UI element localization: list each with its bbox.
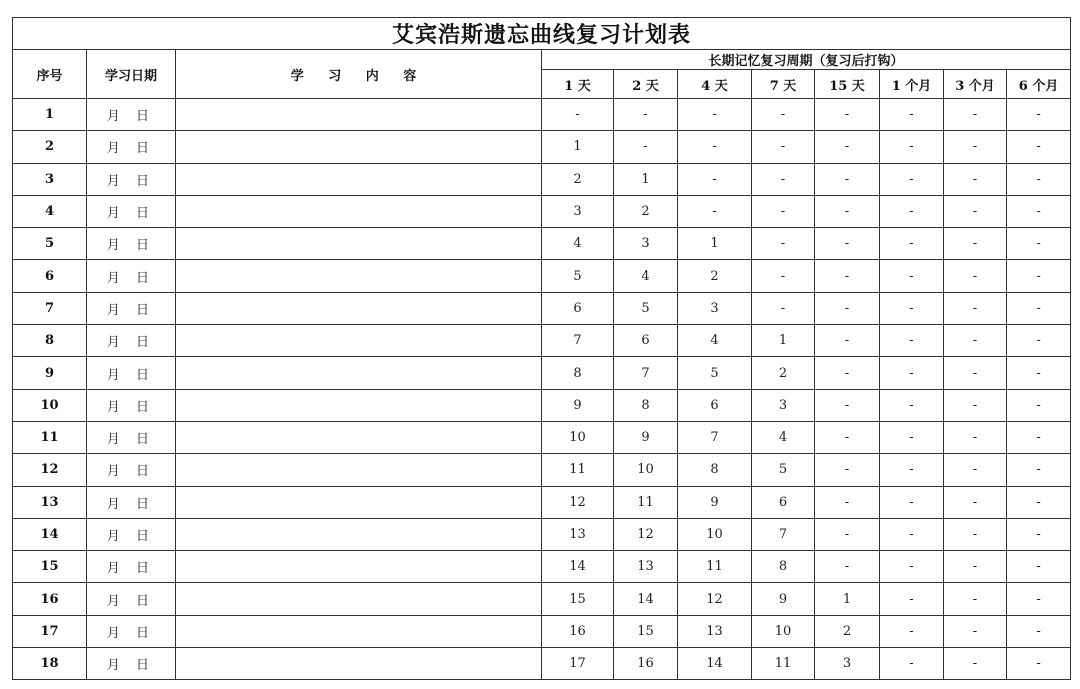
- review-cell[interactable]: -: [815, 325, 880, 357]
- review-cell[interactable]: -: [880, 518, 944, 550]
- header-period: 1 天: [542, 70, 614, 99]
- study-content-cell[interactable]: [176, 648, 542, 680]
- table-row: [13, 325, 1071, 357]
- review-cell[interactable]: 1: [542, 131, 614, 163]
- review-cell[interactable]: 2: [542, 163, 614, 195]
- review-cell[interactable]: -: [880, 325, 944, 357]
- review-cell[interactable]: -: [752, 163, 815, 195]
- study-content-cell[interactable]: [176, 99, 542, 131]
- review-cell[interactable]: 10: [542, 421, 614, 453]
- review-cell[interactable]: 4: [614, 260, 678, 292]
- review-cell[interactable]: -: [944, 454, 1007, 486]
- header-review-group: 长期记忆复习周期（复习后打钩）: [542, 50, 1071, 70]
- review-cell[interactable]: -: [880, 486, 944, 518]
- row-number: 9: [13, 357, 87, 389]
- review-cell[interactable]: -: [614, 131, 678, 163]
- review-cell[interactable]: 13: [542, 518, 614, 550]
- table-row: [13, 99, 1071, 131]
- review-cell[interactable]: -: [944, 99, 1007, 131]
- header-period: 1 个月: [880, 70, 944, 99]
- review-cell[interactable]: -: [1007, 486, 1071, 518]
- review-cell[interactable]: 5: [614, 292, 678, 324]
- review-cell[interactable]: -: [944, 292, 1007, 324]
- row-number: 4: [13, 195, 87, 227]
- row-number: 13: [13, 486, 87, 518]
- study-date-cell[interactable]: 月 日: [87, 648, 176, 680]
- table-row: [13, 486, 1071, 518]
- table-row: [13, 357, 1071, 389]
- study-date-cell[interactable]: 月 日: [87, 325, 176, 357]
- header-date: 学习日期: [87, 50, 176, 99]
- review-cell[interactable]: -: [815, 454, 880, 486]
- review-cell[interactable]: -: [752, 260, 815, 292]
- review-cell[interactable]: -: [944, 615, 1007, 647]
- review-plan-table: [12, 17, 1071, 680]
- study-date-cell[interactable]: 月 日: [87, 357, 176, 389]
- review-cell[interactable]: -: [880, 421, 944, 453]
- review-cell[interactable]: -: [880, 99, 944, 131]
- review-cell[interactable]: 3: [542, 195, 614, 227]
- review-cell[interactable]: -: [880, 615, 944, 647]
- review-cell[interactable]: -: [944, 648, 1007, 680]
- study-content-cell[interactable]: [176, 583, 542, 615]
- review-cell[interactable]: 5: [542, 260, 614, 292]
- header-period: 7 天: [752, 70, 815, 99]
- study-content-cell[interactable]: [176, 615, 542, 647]
- table-row: [13, 260, 1071, 292]
- review-cell[interactable]: 10: [752, 615, 815, 647]
- study-date-cell[interactable]: 月 日: [87, 99, 176, 131]
- review-cell[interactable]: -: [815, 389, 880, 421]
- review-cell[interactable]: 6: [752, 486, 815, 518]
- review-cell[interactable]: -: [880, 583, 944, 615]
- study-content-cell[interactable]: [176, 486, 542, 518]
- study-content-cell[interactable]: [176, 131, 542, 163]
- review-cell[interactable]: 14: [614, 583, 678, 615]
- review-cell[interactable]: -: [1007, 163, 1071, 195]
- review-cell[interactable]: -: [678, 131, 752, 163]
- review-cell[interactable]: -: [880, 260, 944, 292]
- row-number: 14: [13, 518, 87, 550]
- review-cell[interactable]: 6: [614, 325, 678, 357]
- review-cell[interactable]: -: [815, 421, 880, 453]
- review-cell[interactable]: -: [1007, 131, 1071, 163]
- review-cell[interactable]: -: [752, 292, 815, 324]
- study-content-cell[interactable]: [176, 325, 542, 357]
- row-number: 3: [13, 163, 87, 195]
- review-cell[interactable]: -: [880, 163, 944, 195]
- row-number: 8: [13, 325, 87, 357]
- review-cell[interactable]: -: [614, 99, 678, 131]
- review-cell[interactable]: -: [1007, 228, 1071, 260]
- review-cell[interactable]: 15: [614, 615, 678, 647]
- review-cell[interactable]: 3: [815, 648, 880, 680]
- review-cell[interactable]: -: [944, 518, 1007, 550]
- row-number: 12: [13, 454, 87, 486]
- review-cell[interactable]: -: [678, 99, 752, 131]
- review-cell[interactable]: 8: [542, 357, 614, 389]
- review-cell[interactable]: -: [880, 131, 944, 163]
- review-cell[interactable]: 2: [614, 195, 678, 227]
- review-cell[interactable]: -: [944, 421, 1007, 453]
- review-cell[interactable]: 9: [542, 389, 614, 421]
- review-cell[interactable]: 4: [678, 325, 752, 357]
- review-cell[interactable]: -: [944, 195, 1007, 227]
- header-period: 15 天: [815, 70, 880, 99]
- review-cell[interactable]: 5: [678, 357, 752, 389]
- review-cell[interactable]: 2: [752, 357, 815, 389]
- review-cell[interactable]: 11: [678, 551, 752, 583]
- review-cell[interactable]: -: [1007, 325, 1071, 357]
- review-cell[interactable]: 3: [678, 292, 752, 324]
- study-content-cell[interactable]: [176, 421, 542, 453]
- review-cell[interactable]: -: [678, 163, 752, 195]
- review-cell[interactable]: 11: [542, 454, 614, 486]
- row-number: 18: [13, 648, 87, 680]
- header-seq: 序号: [13, 50, 87, 99]
- review-cell[interactable]: -: [815, 228, 880, 260]
- study-content-cell[interactable]: [176, 389, 542, 421]
- review-cell[interactable]: 12: [542, 486, 614, 518]
- row-number: 11: [13, 421, 87, 453]
- review-cell[interactable]: 11: [614, 486, 678, 518]
- review-cell[interactable]: 1: [614, 163, 678, 195]
- row-number: 6: [13, 260, 87, 292]
- review-cell[interactable]: -: [752, 99, 815, 131]
- review-cell[interactable]: 6: [542, 292, 614, 324]
- review-cell[interactable]: 8: [678, 454, 752, 486]
- review-cell[interactable]: -: [944, 551, 1007, 583]
- review-cell[interactable]: -: [880, 195, 944, 227]
- study-date-cell[interactable]: 月 日: [87, 486, 176, 518]
- study-content-cell[interactable]: [176, 163, 542, 195]
- review-cell[interactable]: -: [1007, 615, 1071, 647]
- row-number: 16: [13, 583, 87, 615]
- study-content-cell[interactable]: [176, 518, 542, 550]
- review-cell[interactable]: -: [944, 260, 1007, 292]
- review-cell[interactable]: -: [815, 195, 880, 227]
- study-content-cell[interactable]: [176, 551, 542, 583]
- review-cell[interactable]: -: [880, 228, 944, 260]
- review-cell[interactable]: 13: [614, 551, 678, 583]
- table-row: [13, 292, 1071, 324]
- review-cell[interactable]: -: [815, 163, 880, 195]
- review-cell[interactable]: -: [815, 551, 880, 583]
- review-cell[interactable]: -: [944, 131, 1007, 163]
- review-cell[interactable]: -: [880, 648, 944, 680]
- study-date-cell[interactable]: 月 日: [87, 163, 176, 195]
- review-cell[interactable]: -: [1007, 357, 1071, 389]
- review-cell[interactable]: 16: [614, 648, 678, 680]
- review-cell[interactable]: 7: [752, 518, 815, 550]
- review-cell[interactable]: 14: [678, 648, 752, 680]
- review-cell[interactable]: -: [1007, 260, 1071, 292]
- review-cell[interactable]: -: [944, 325, 1007, 357]
- review-cell[interactable]: 12: [614, 518, 678, 550]
- row-number: 7: [13, 292, 87, 324]
- study-date-cell[interactable]: 月 日: [87, 389, 176, 421]
- study-date-cell[interactable]: 月 日: [87, 421, 176, 453]
- review-cell[interactable]: -: [815, 357, 880, 389]
- review-cell[interactable]: -: [944, 389, 1007, 421]
- study-content-cell[interactable]: [176, 292, 542, 324]
- study-date-cell[interactable]: 月 日: [87, 260, 176, 292]
- review-cell[interactable]: 13: [678, 615, 752, 647]
- table-row: [13, 389, 1071, 421]
- review-cell[interactable]: -: [1007, 99, 1071, 131]
- review-cell[interactable]: 14: [542, 551, 614, 583]
- review-cell[interactable]: 9: [752, 583, 815, 615]
- review-cell[interactable]: -: [1007, 583, 1071, 615]
- review-cell[interactable]: -: [752, 131, 815, 163]
- study-date-cell[interactable]: 月 日: [87, 615, 176, 647]
- review-cell[interactable]: -: [815, 99, 880, 131]
- review-cell[interactable]: 10: [678, 518, 752, 550]
- table-row: [13, 163, 1071, 195]
- header-period: 6 个月: [1007, 70, 1071, 99]
- review-cell[interactable]: -: [944, 163, 1007, 195]
- review-cell[interactable]: -: [944, 357, 1007, 389]
- table-row: [13, 615, 1071, 647]
- table-row: [13, 131, 1071, 163]
- review-cell[interactable]: 11: [752, 648, 815, 680]
- header-content: 学 习 内 容: [176, 50, 542, 99]
- table-row: [13, 648, 1071, 680]
- study-content-cell[interactable]: [176, 260, 542, 292]
- review-cell[interactable]: -: [815, 486, 880, 518]
- review-cell[interactable]: 10: [614, 454, 678, 486]
- review-cell[interactable]: -: [1007, 389, 1071, 421]
- review-cell[interactable]: -: [944, 486, 1007, 518]
- review-cell[interactable]: 1: [678, 228, 752, 260]
- table-row: [13, 551, 1071, 583]
- review-cell[interactable]: -: [880, 551, 944, 583]
- review-cell[interactable]: 7: [614, 357, 678, 389]
- table-row: [13, 454, 1071, 486]
- review-cell[interactable]: -: [944, 583, 1007, 615]
- study-date-cell[interactable]: 月 日: [87, 454, 176, 486]
- header-period: 2 天: [614, 70, 678, 99]
- study-content-cell[interactable]: [176, 195, 542, 227]
- row-number: 1: [13, 99, 87, 131]
- review-cell[interactable]: -: [752, 228, 815, 260]
- review-cell[interactable]: -: [880, 389, 944, 421]
- review-cell[interactable]: 6: [678, 389, 752, 421]
- review-cell[interactable]: 1: [815, 583, 880, 615]
- row-number: 10: [13, 389, 87, 421]
- review-cell[interactable]: -: [542, 99, 614, 131]
- review-cell[interactable]: 1: [752, 325, 815, 357]
- review-cell[interactable]: -: [880, 292, 944, 324]
- table-row: [13, 228, 1071, 260]
- review-cell[interactable]: -: [1007, 421, 1071, 453]
- review-cell[interactable]: -: [752, 195, 815, 227]
- study-content-cell[interactable]: [176, 454, 542, 486]
- study-date-cell[interactable]: 月 日: [87, 195, 176, 227]
- study-date-cell[interactable]: 月 日: [87, 292, 176, 324]
- row-number: 2: [13, 131, 87, 163]
- header-period: 4 天: [678, 70, 752, 99]
- review-cell[interactable]: -: [678, 195, 752, 227]
- review-cell[interactable]: -: [815, 518, 880, 550]
- review-cell[interactable]: -: [815, 292, 880, 324]
- review-cell[interactable]: 17: [542, 648, 614, 680]
- review-cell[interactable]: 3: [614, 228, 678, 260]
- review-cell[interactable]: 9: [614, 421, 678, 453]
- row-number: 5: [13, 228, 87, 260]
- study-date-cell[interactable]: 月 日: [87, 228, 176, 260]
- review-cell[interactable]: -: [815, 260, 880, 292]
- review-cell[interactable]: 2: [678, 260, 752, 292]
- review-cell[interactable]: 4: [542, 228, 614, 260]
- table-row: [13, 421, 1071, 453]
- review-cell[interactable]: 7: [542, 325, 614, 357]
- study-date-cell[interactable]: 月 日: [87, 551, 176, 583]
- study-date-cell[interactable]: 月 日: [87, 583, 176, 615]
- review-cell[interactable]: -: [1007, 454, 1071, 486]
- review-cell[interactable]: 8: [614, 389, 678, 421]
- review-cell[interactable]: 15: [542, 583, 614, 615]
- review-cell[interactable]: -: [880, 357, 944, 389]
- review-cell[interactable]: 3: [752, 389, 815, 421]
- review-cell[interactable]: -: [944, 228, 1007, 260]
- table-row: [13, 518, 1071, 550]
- row-number: 17: [13, 615, 87, 647]
- review-cell[interactable]: 5: [752, 454, 815, 486]
- study-date-cell[interactable]: 月 日: [87, 518, 176, 550]
- header-period: 3 个月: [944, 70, 1007, 99]
- table-row: [13, 195, 1071, 227]
- review-cell[interactable]: 8: [752, 551, 815, 583]
- review-cell[interactable]: 7: [678, 421, 752, 453]
- table-title: 艾宾浩斯遗忘曲线复习计划表: [13, 18, 1071, 50]
- table-row: [13, 583, 1071, 615]
- review-cell[interactable]: -: [1007, 551, 1071, 583]
- review-cell[interactable]: 2: [815, 615, 880, 647]
- review-cell[interactable]: 4: [752, 421, 815, 453]
- study-content-cell[interactable]: [176, 357, 542, 389]
- review-cell[interactable]: -: [1007, 195, 1071, 227]
- review-cell[interactable]: -: [815, 131, 880, 163]
- review-cell[interactable]: -: [1007, 648, 1071, 680]
- review-cell[interactable]: 9: [678, 486, 752, 518]
- review-cell[interactable]: -: [880, 454, 944, 486]
- review-cell[interactable]: -: [1007, 292, 1071, 324]
- review-cell[interactable]: 12: [678, 583, 752, 615]
- study-content-cell[interactable]: [176, 228, 542, 260]
- table-body: [13, 99, 1071, 680]
- row-number: 15: [13, 551, 87, 583]
- study-date-cell[interactable]: 月 日: [87, 131, 176, 163]
- review-cell[interactable]: 16: [542, 615, 614, 647]
- review-cell[interactable]: -: [1007, 518, 1071, 550]
